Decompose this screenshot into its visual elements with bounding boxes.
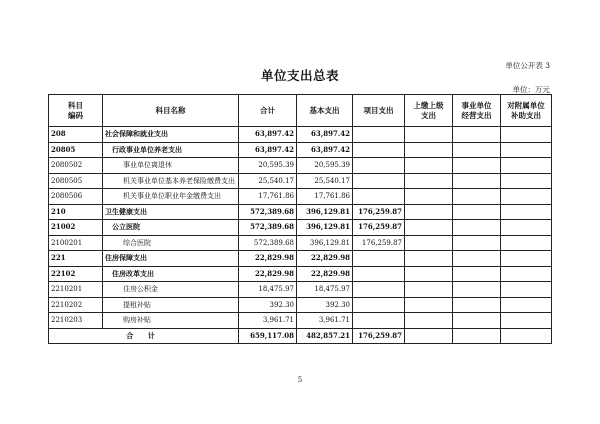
- row-code: 2210201: [49, 282, 103, 298]
- table-row: [49, 297, 552, 313]
- row-total: 25,540.17: [239, 173, 297, 189]
- row-name: 行政事业单位养老支出: [103, 142, 239, 158]
- row-basic: 22,829.98: [297, 266, 353, 282]
- table-row: [49, 204, 552, 220]
- row-basic: 22,829.98: [297, 251, 353, 267]
- total-row: [49, 328, 552, 344]
- table-row: [49, 251, 552, 267]
- unit-label: 单位：万元: [512, 85, 550, 94]
- row-basic: 63,897.42: [297, 142, 353, 158]
- row-subsidy: [501, 266, 552, 282]
- row-project: [353, 158, 405, 174]
- row-remit: [405, 204, 453, 220]
- row-project: [353, 297, 405, 313]
- row-basic: 392.30: [297, 297, 353, 313]
- row-name: 购房补贴: [103, 313, 239, 329]
- col-header-project: 项目支出: [353, 95, 405, 127]
- row-business: [453, 266, 501, 282]
- row-total: 572,389.68: [239, 220, 297, 236]
- row-name: 综合医院: [103, 235, 239, 251]
- row-total: 63,897.42: [239, 142, 297, 158]
- row-remit: [405, 282, 453, 298]
- total-sum: 659,117.08: [239, 328, 297, 344]
- row-code: 2080502: [49, 158, 103, 174]
- row-code: 208: [49, 127, 103, 143]
- expenditure-table: [48, 94, 552, 344]
- row-project: [353, 251, 405, 267]
- total-basic: 482,857.21: [297, 328, 353, 344]
- row-name: 公立医院: [103, 220, 239, 236]
- row-total: 22,829.98: [239, 266, 297, 282]
- row-name: 机关事业单位基本养老保险缴费支出: [103, 173, 239, 189]
- col-header-remit-line1: 上缴上级: [413, 100, 444, 110]
- row-subsidy: [501, 297, 552, 313]
- row-name: 提租补贴: [103, 297, 239, 313]
- table-row: [49, 127, 552, 143]
- row-project: 176,259.87: [353, 235, 405, 251]
- row-total: 20,595.39: [239, 158, 297, 174]
- row-project: [353, 313, 405, 329]
- col-header-subsidy-line2: 补助支出: [511, 110, 541, 120]
- total-project: 176,259.87: [353, 328, 405, 344]
- col-header-business: [453, 95, 501, 127]
- table-row: [49, 266, 552, 282]
- row-remit: [405, 313, 453, 329]
- row-remit: [405, 189, 453, 205]
- row-business: [453, 142, 501, 158]
- row-subsidy: [501, 204, 552, 220]
- row-code: 2100201: [49, 235, 103, 251]
- row-remit: [405, 220, 453, 236]
- row-total: 572,389.68: [239, 204, 297, 220]
- table-row: [49, 235, 552, 251]
- row-business: [453, 235, 501, 251]
- row-subsidy: [501, 251, 552, 267]
- table-row: [49, 282, 552, 298]
- row-remit: [405, 235, 453, 251]
- row-subsidy: [501, 158, 552, 174]
- page-number: 5: [297, 376, 303, 384]
- row-business: [453, 251, 501, 267]
- row-basic: 396,129.81: [297, 235, 353, 251]
- row-basic: 25,540.17: [297, 173, 353, 189]
- row-basic: 18,475.97: [297, 282, 353, 298]
- total-remit: [405, 328, 453, 344]
- header-row: [49, 95, 552, 127]
- row-basic: 396,129.81: [297, 220, 353, 236]
- row-code: 21002: [49, 220, 103, 236]
- table-row: [49, 142, 552, 158]
- table-row: [49, 173, 552, 189]
- col-header-basic: 基本支出: [297, 95, 353, 127]
- row-basic: 63,897.42: [297, 127, 353, 143]
- row-basic: 3,961.71: [297, 313, 353, 329]
- row-subsidy: [501, 173, 552, 189]
- row-project: 176,259.87: [353, 204, 405, 220]
- row-business: [453, 204, 501, 220]
- row-name: 社会保障和就业支出: [103, 127, 239, 143]
- col-header-name: 科目名称: [103, 95, 239, 127]
- row-business: [453, 297, 501, 313]
- row-total: 18,475.97: [239, 282, 297, 298]
- row-code: 2080505: [49, 173, 103, 189]
- row-code: 2080506: [49, 189, 103, 205]
- row-business: [453, 158, 501, 174]
- row-code: 22102: [49, 266, 103, 282]
- row-remit: [405, 266, 453, 282]
- table-row: [49, 220, 552, 236]
- row-name: 住房公积金: [103, 282, 239, 298]
- row-name: 机关事业单位职业年金缴费支出: [103, 189, 239, 205]
- form-number: 单位公开表 3: [505, 61, 550, 70]
- table-row: [49, 189, 552, 205]
- row-project: [353, 189, 405, 205]
- total-label: 合 计: [49, 328, 239, 344]
- row-remit: [405, 251, 453, 267]
- row-name: 事业单位离退休: [103, 158, 239, 174]
- page-title: 单位支出总表: [260, 68, 339, 83]
- col-header-business-line1: 事业单位: [461, 100, 492, 110]
- row-subsidy: [501, 189, 552, 205]
- row-basic: 17,761.86: [297, 189, 353, 205]
- col-header-subsidy: [501, 95, 552, 127]
- row-total: 63,897.42: [239, 127, 297, 143]
- row-subsidy: [501, 282, 552, 298]
- row-remit: [405, 173, 453, 189]
- row-business: [453, 189, 501, 205]
- col-header-code-line2: 编码: [68, 110, 83, 120]
- row-remit: [405, 297, 453, 313]
- row-remit: [405, 127, 453, 143]
- row-business: [453, 173, 501, 189]
- row-project: [353, 266, 405, 282]
- row-business: [453, 127, 501, 143]
- row-basic: 20,595.39: [297, 158, 353, 174]
- col-header-subsidy-line1: 对附属单位: [507, 100, 545, 110]
- row-business: [453, 220, 501, 236]
- col-header-remit-line2: 支出: [421, 110, 436, 120]
- row-code: 20805: [49, 142, 103, 158]
- row-project: [353, 282, 405, 298]
- table-row: [49, 158, 552, 174]
- row-total: 392.30: [239, 297, 297, 313]
- row-project: [353, 173, 405, 189]
- col-header-business-line2: 经营支出: [461, 110, 492, 120]
- row-total: 3,961.71: [239, 313, 297, 329]
- table-row: [49, 313, 552, 329]
- row-project: [353, 142, 405, 158]
- row-project: 176,259.87: [353, 220, 405, 236]
- row-name: 住房保障支出: [103, 251, 239, 267]
- row-code: 2210203: [49, 313, 103, 329]
- total-subsidy: [501, 328, 552, 344]
- col-header-code-line1: 科目: [68, 100, 83, 110]
- row-business: [453, 313, 501, 329]
- row-subsidy: [501, 142, 552, 158]
- row-remit: [405, 158, 453, 174]
- row-name: 住房改革支出: [103, 266, 239, 282]
- row-business: [453, 282, 501, 298]
- row-code: 210: [49, 204, 103, 220]
- row-code: 221: [49, 251, 103, 267]
- row-total: 17,761.86: [239, 189, 297, 205]
- col-header-code: [49, 95, 103, 127]
- row-subsidy: [501, 127, 552, 143]
- row-total: 572,389.68: [239, 235, 297, 251]
- row-project: [353, 127, 405, 143]
- row-basic: 396,129.81: [297, 204, 353, 220]
- total-business: [453, 328, 501, 344]
- row-subsidy: [501, 313, 552, 329]
- row-total: 22,829.98: [239, 251, 297, 267]
- row-subsidy: [501, 220, 552, 236]
- row-subsidy: [501, 235, 552, 251]
- col-header-remit: [405, 95, 453, 127]
- row-name: 卫生健康支出: [103, 204, 239, 220]
- row-remit: [405, 142, 453, 158]
- col-header-total: 合计: [239, 95, 297, 127]
- row-code: 2210202: [49, 297, 103, 313]
